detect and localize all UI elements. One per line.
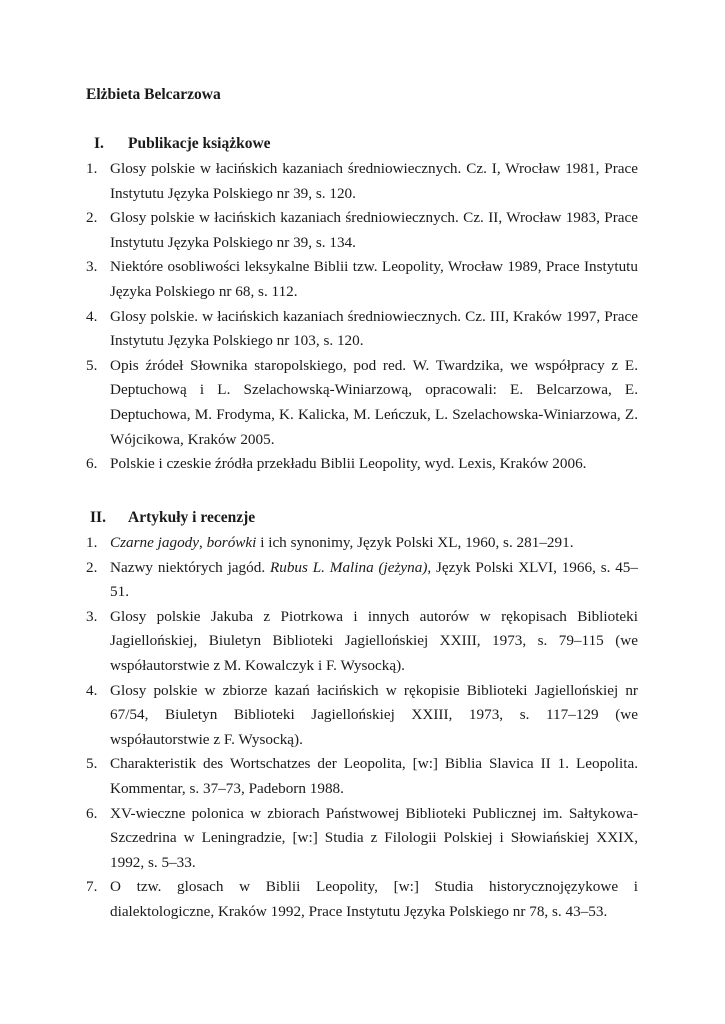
item-number: 1. [86, 160, 98, 177]
item-text: Glosy polskie w zbiorze kazań łacińskich w rękopisie Biblioteki Jagiellońskiej nr 67/54, Biuletyn Biblioteki Jagiellońskiej XXIII, 1973, s. 117–129 (we współautorstwie z F. Wysocką). [110, 681, 638, 748]
item-number: 3. [86, 607, 98, 625]
books-list [86, 157, 638, 477]
articles-list [86, 531, 638, 925]
list-item [86, 206, 638, 255]
item-separator: , [199, 534, 207, 551]
item-number: 1. [86, 534, 98, 551]
item-text: Opis źródeł Słownika staropolskiego, pod red. W. Twardzika, we współpracy z E. Deptuchową i L. Szelachowską-Winiarzową, opracowali: E. Belcarzowa, E. Deptuchowa, M. Frodyma, K. Kalicka, M. Leńczuk, L. Szelachowska-Winiarzowa, Z. Wójcikowa, Kraków 2005. [110, 356, 638, 448]
item-text: Glosy polskie w łacińskich kazaniach średniowiecznych. Cz. I, Wrocław 1981, Prace Instytutu Języka Polskiego nr 39, s. 120. [110, 160, 638, 202]
item-text: Polskie i czeskie źródła przekładu Biblii Leopolity, wyd. Lexis, Kraków 2006. [110, 455, 587, 473]
item-number: 5. [86, 356, 98, 374]
item-rest: , Język Polski XLVI, 1966, s. 45–51. [110, 558, 638, 601]
list-item [86, 305, 638, 354]
section-title: Publikacje książkowe [128, 135, 271, 152]
list-item [86, 752, 638, 801]
item-text [110, 531, 638, 556]
item-number: 6. [86, 804, 98, 822]
list-item [86, 679, 638, 753]
item-number: 4. [86, 307, 98, 325]
list-item [86, 556, 638, 605]
item-number: 2. [86, 209, 98, 227]
item-text: Glosy polskie Jakuba z Piotrkowa i innych autorów w rękopisach Biblioteki Jagiellońskiej, Biuletyn Biblioteki Jagiellońskiej XXIII, 1973, s. 79–115 (we współautorstwie z M. Kowalczyk i F. Wysocką). [110, 607, 638, 674]
item-number: 7. [86, 878, 98, 896]
item-text: O tzw. glosach w Biblii Leopolity, [w:] Studia historycznojęzykowe i dialektologiczne, Kraków 1992, Prace Instytutu Języka Polskiego nr 78, s. 43–53. [110, 878, 638, 920]
item-text: Charakteristik des Wortschatzes der Leopolita, [w:] Biblia Slavica II 1. Leopolita. Kommentar, s. 37–73, Padeborn 1988. [110, 755, 638, 797]
list-item [86, 157, 638, 206]
item-text: Glosy polskie. w łacińskich kazaniach średniowiecznych. Cz. III, Kraków 1997, Prace Instytutu Języka Polskiego nr 103, s. 120. [110, 307, 638, 350]
section-number: I. [94, 135, 104, 152]
item-pre: Nazwy niektórych jagód. [110, 558, 270, 576]
item-italic-title: Rubus L. Malina (jeżyna) [269, 558, 428, 576]
item-number: 2. [86, 558, 98, 576]
list-item [86, 452, 638, 477]
item-text: Niektóre osobliwości leksykalne Biblii tzw. Leopolity, Wrocław 1989, Prace Instytutu Języka Polskiego nr 68, s. 112. [110, 258, 638, 300]
section-number: II. [90, 509, 106, 526]
list-item [86, 875, 638, 924]
item-number: 3. [86, 258, 98, 276]
item-text: Glosy polskie w łacińskich kazaniach średniowiecznych. Cz. II, Wrocław 1983, Prace Instytutu Języka Polskiego nr 39, s. 134. [110, 209, 638, 251]
section-heading-articles [86, 509, 255, 527]
list-item [86, 354, 638, 452]
item-text [110, 556, 638, 605]
list-item [86, 531, 638, 556]
item-number: 5. [86, 755, 98, 773]
item-italic-title: Czarne jagody [110, 534, 200, 551]
item-rest: i ich synonimy, Język Polski XL, 1960, s. 281–291. [256, 534, 574, 551]
item-number: 6. [86, 455, 98, 473]
author-name: Elżbieta Belcarzowa [86, 86, 221, 103]
item-text: XV-wieczne polonica w zbiorach Państwowej Biblioteki Publicznej im. Sałtykowa-Szczedrina w Leningradzie, [w:] Studia z Filologii Polskiej i Słowiańskiej XXIX, 1992, s. 5–33. [110, 804, 638, 871]
section-title: Artykuły i recenzje [128, 509, 256, 526]
section-heading-books [86, 135, 271, 153]
list-item [86, 255, 638, 304]
list-item [86, 605, 638, 679]
item-number: 4. [86, 681, 98, 699]
list-item [86, 802, 638, 876]
item-italic-title: borówki [206, 534, 257, 551]
